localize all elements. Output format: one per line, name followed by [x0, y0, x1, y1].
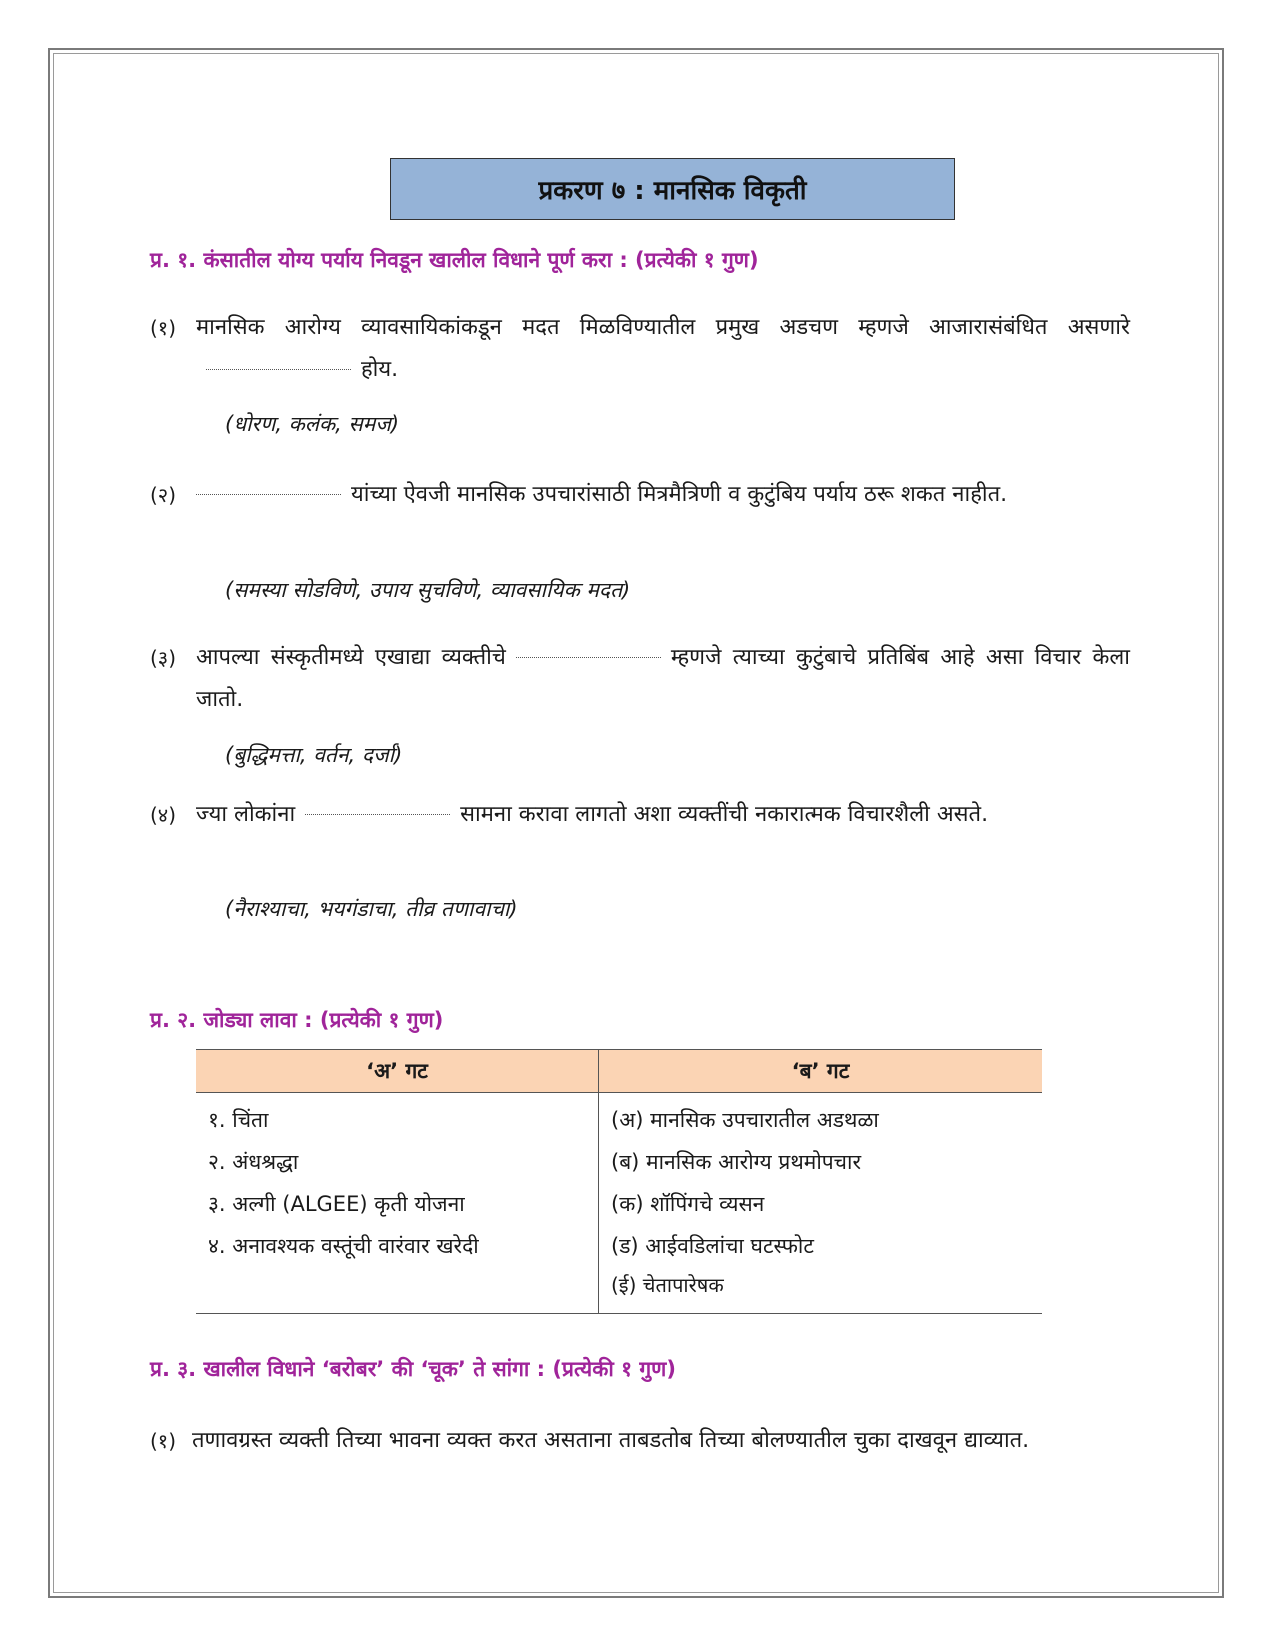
col-a-header: ‘अ’ गट — [196, 1050, 599, 1093]
q1-item-3 — [150, 637, 1130, 721]
col-a-item: ३. अल्गी (ALGEE) कृती योजना — [208, 1192, 465, 1216]
item-number: (२) — [150, 483, 177, 507]
q3-heading: प्र. ३. खालील विधाने ‘बरोबर’ की ‘चूक’ ते सांगा : (प्रत्येकी १ गुण) — [150, 1357, 676, 1381]
col-b-header: ‘ब’ गट — [599, 1050, 1043, 1093]
q1-item-4-options: (नैराश्याचा, भयगंडाचा, तीव्र तणावाचा) — [225, 897, 518, 921]
item-number: (१) — [150, 316, 177, 340]
q1-item-1-options: (धोरण, कलंक, समज) — [225, 412, 400, 436]
q3-item-1 — [150, 1420, 1130, 1462]
item-text-after: म्हणजे त्याच्या कुटुंबाचे प्रतिबिंब आहे असा विचार केला जातो. — [196, 645, 1130, 712]
q2-heading: प्र. २. जोड्या लावा : (प्रत्येकी १ गुण) — [150, 1008, 444, 1032]
chapter-title — [390, 158, 955, 220]
col-b-item: (क) शॉपिंगचे व्यसन — [611, 1192, 765, 1216]
q1-item-3-options: (बुद्धिमत्ता, वर्तन, दर्जा) — [225, 743, 403, 767]
match-table — [196, 1049, 1042, 1314]
item-text-after: यांच्या ऐवजी मानसिक उपचारांसाठी मित्रमैत्रिणी व कुटुंबिय पर्याय ठरू शकत नाहीत. — [351, 482, 1008, 507]
item-text: तणावग्रस्त व्यक्ती तिच्या भावना व्यक्त करत असताना ताबडतोब तिच्या बोलण्यातील चुका दाखवून द्याव्यात. — [192, 1428, 1030, 1453]
item-text-before: आपल्या संस्कृतीमध्ये एखाद्या व्यक्तीचे — [196, 645, 506, 670]
item-number: (१) — [150, 1429, 177, 1453]
col-b-item: (ड) आईवडिलांचा घटस्फोट — [611, 1234, 814, 1258]
col-a-item: २. अंधश्रद्धा — [208, 1150, 299, 1174]
q1-item-2 — [150, 474, 1130, 516]
item-text-after: सामना करावा लागतो अशा व्यक्तींची नकारात्मक विचारशैली असते. — [460, 802, 989, 827]
col-b-item: (अ) मानसिक उपचारातील अडथळा — [611, 1108, 879, 1132]
col-b-item: (ब) मानसिक आरोग्य प्रथमोपचार — [611, 1150, 862, 1174]
col-a-item: १. चिंता — [208, 1108, 269, 1132]
item-text-before: ज्या लोकांना — [196, 802, 296, 827]
col-b-item: (ई) चेतापारेषक — [611, 1273, 724, 1297]
col-a-item: ४. अनावश्यक वस्तूंची वारंवार खरेदी — [208, 1234, 479, 1258]
q1-item-2-options: (समस्या सोडविणे, उपाय सुचविणे, व्यावसायिक मदत) — [225, 578, 631, 602]
fill-blank[interactable] — [206, 369, 351, 370]
fill-blank[interactable] — [196, 494, 341, 495]
col-b-cell — [599, 1093, 1043, 1314]
col-a-cell — [196, 1093, 599, 1314]
item-number: (४) — [150, 803, 177, 827]
fill-blank[interactable] — [305, 814, 450, 815]
fill-blank[interactable] — [516, 657, 661, 658]
q1-item-4 — [150, 794, 1130, 836]
item-number: (३) — [150, 646, 177, 670]
q1-heading: प्र. १. कंसातील योग्य पर्याय निवडून खालील विधाने पूर्ण करा : (प्रत्येकी १ गुण) — [150, 248, 759, 272]
item-text-before: मानसिक आरोग्य व्यावसायिकांकडून मदत मिळविण्यातील प्रमुख अडचण म्हणजे आजारासंबंधित असणारे — [196, 315, 1130, 340]
chapter-title-text: प्रकरण ७ : मानसिक विकृती — [538, 176, 807, 206]
item-text-after: होय. — [361, 357, 399, 382]
q1-item-1 — [150, 307, 1130, 391]
